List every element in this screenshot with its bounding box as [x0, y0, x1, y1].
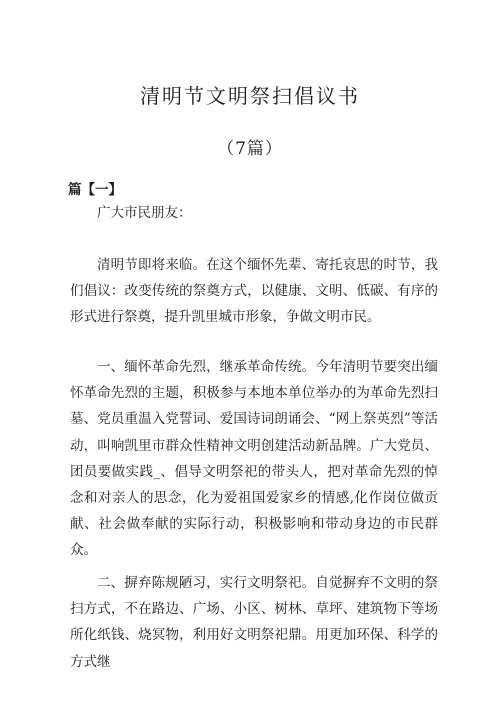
point-two-paragraph: 二、摒弃陈规陋习，实行文明祭祀。自觉摒弃不文明的祭扫方式，不在路边、广场、小区、树林、草坪、建筑物下等场所化纸钱、烧冥物，利用好文明祭祀鼎。用更加环保、科学的方式继	[70, 575, 438, 670]
intro-paragraph: 清明节即将来临。在这个缅怀先辈、寄托哀思的时节，我们倡议：改变传统的祭奠方式，以健康、文明、低碳、有序的形式进行祭奠，提升凯里城市形象，争做文明市民。	[70, 257, 438, 326]
document-title: 清明节文明祭扫倡议书	[140, 84, 360, 108]
point-one-paragraph: 一、缅怀革命先烈，继承革命传统。今年清明节要突出缅怀革命先烈的主题，积极参与本地本单位举办的为革命先烈扫墓、党员重温入党誓词、爱国诗词朗诵会、“网上祭英烈”等活动，叫响凯里市群众性精神文明创建活动新品牌。广大党员、团员要做实践_、倡导文明祭祀的带头人，把对革命先烈的悼念和对亲人的思念，化为爱祖国爱家乡的情感,化作岗位做贡献、社会做奉献的实际行动，积极影响和带动身边的市民群众。	[70, 359, 438, 559]
section-label: 篇【一】	[68, 182, 122, 198]
salutation-paragraph: 广大市民朋友：	[97, 205, 192, 221]
document-subtitle: （7篇）	[217, 139, 283, 159]
